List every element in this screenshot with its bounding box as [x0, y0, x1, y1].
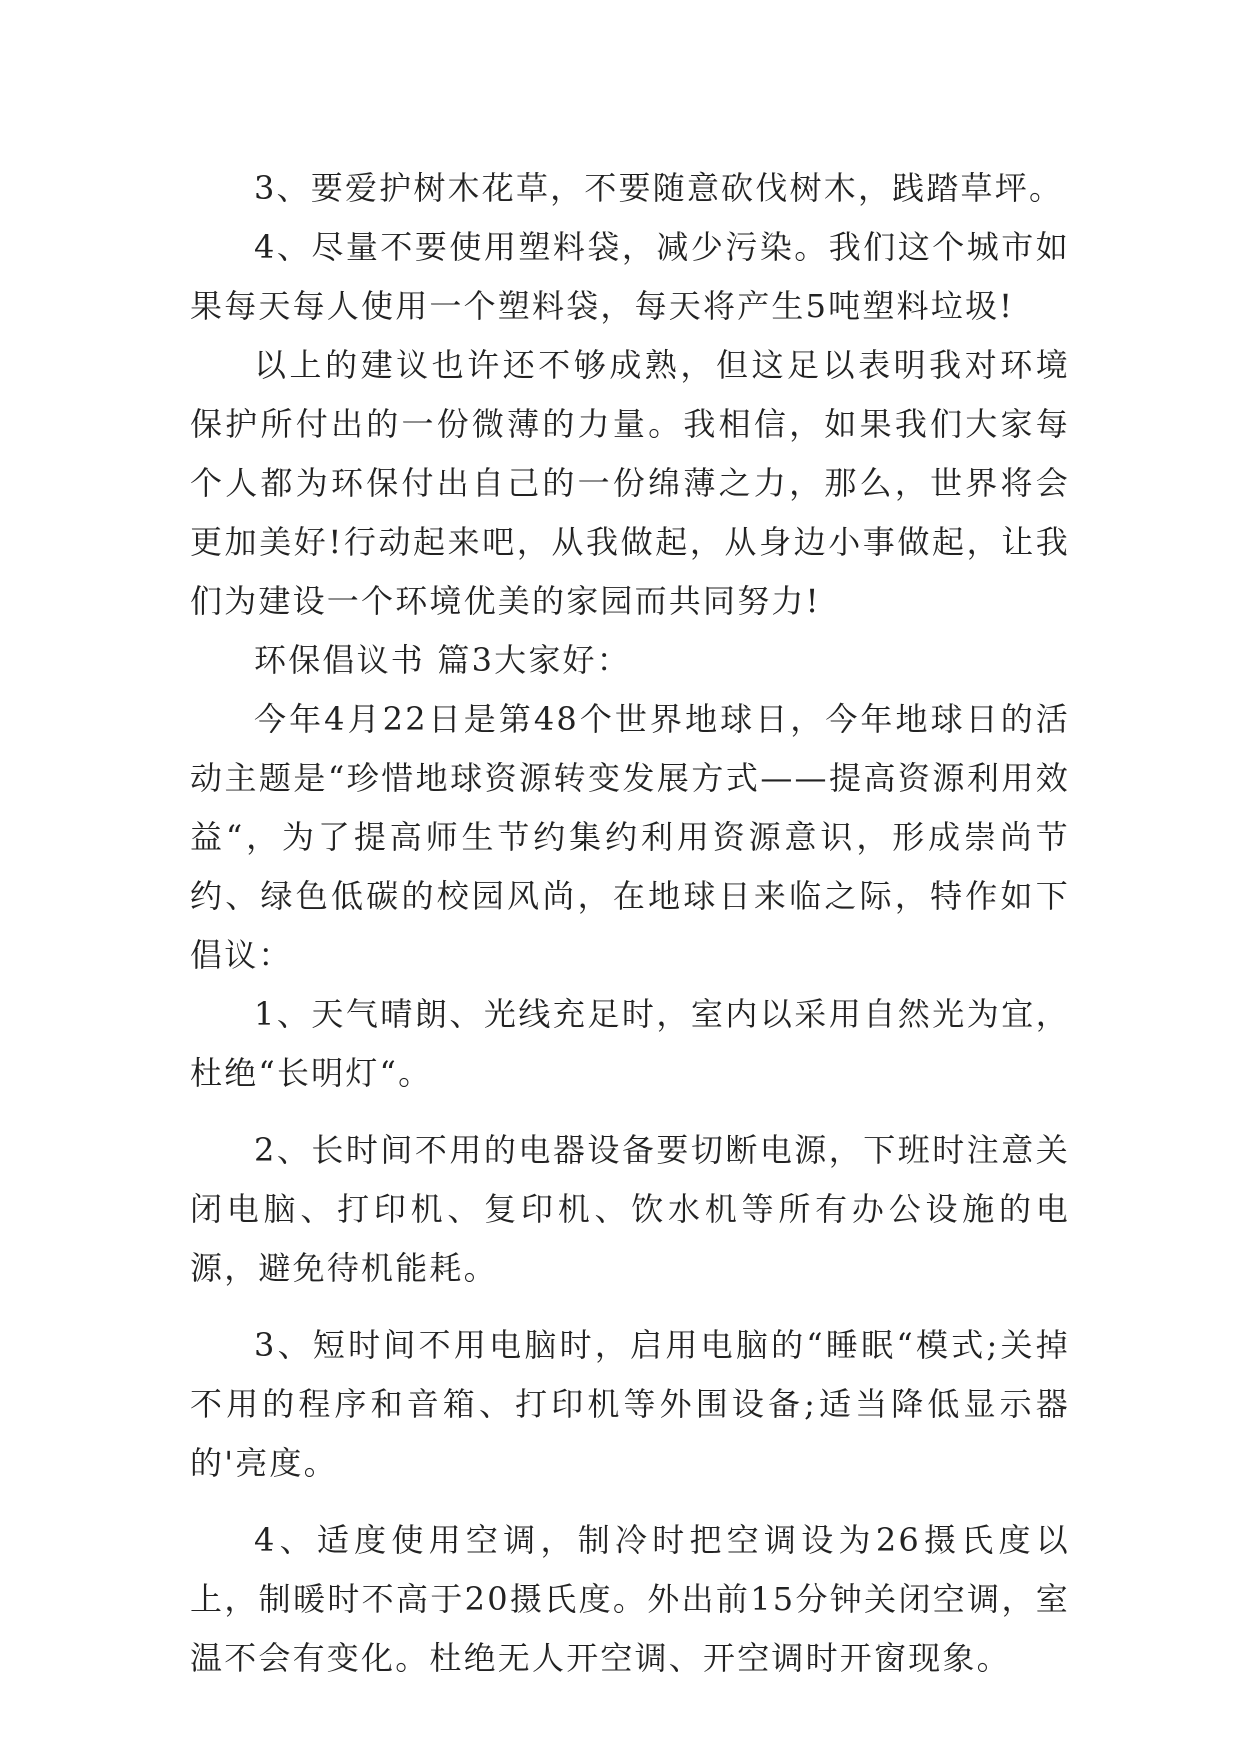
paragraph-sleep-mode: 3、短时间不用电脑时，启用电脑的“睡眠“模式;关掉不用的程序和音箱、打印机等外围设备;适当降低显示器的'亮度。: [190, 1326, 1070, 1482]
paragraph-natural-light: 1、天气晴朗、光线充足时，室内以采用自然光为宜，杜绝“长明灯“。: [190, 995, 1070, 1092]
paragraph-air-conditioning: 4、适度使用空调，制冷时把空调设为26摄氏度以上，制暖时不高于20摄氏度。外出前15分钟关闭空调，室温不会有变化。杜绝无人开空调、开空调时开窗现象。: [190, 1521, 1070, 1677]
paragraph-conclusion: 以上的建议也许还不够成熟，但这足以表明我对环境保护所付出的一份微薄的力量。我相信，如果我们大家每个人都为环保付出自己的一份绵薄之力，那么，世界将会更加美好!行动起来吧，从我做起，从身边小事做起，让我们为建设一个环境优美的家园而共同努力!: [190, 346, 1070, 620]
paragraph-earth-day-intro: 今年4月22日是第48个世界地球日，今年地球日的活动主题是“珍惜地球资源转变发展方式——提高资源利用效益“，为了提高师生节约集约利用资源意识，形成崇尚节约、绿色低碳的校园风尚，在地球日来临之际，特作如下倡议：: [190, 700, 1070, 974]
paragraph-power-off: 2、长时间不用的电器设备要切断电源，下班时注意关闭电脑、打印机、复印机、饮水机等所有办公设施的电源，避免待机能耗。: [190, 1131, 1070, 1287]
paragraph-tree-care: 3、要爱护树木花草，不要随意砍伐树木，践踏草坪。: [254, 169, 1064, 207]
paragraph-plastic-bags: 4、尽量不要使用塑料袋，减少污染。我们这个城市如果每天每人使用一个塑料袋，每天将产生5吨塑料垃圾!: [190, 228, 1070, 325]
section-heading: 环保倡议书 篇3大家好：: [254, 641, 631, 679]
document-body: [190, 159, 1070, 1688]
